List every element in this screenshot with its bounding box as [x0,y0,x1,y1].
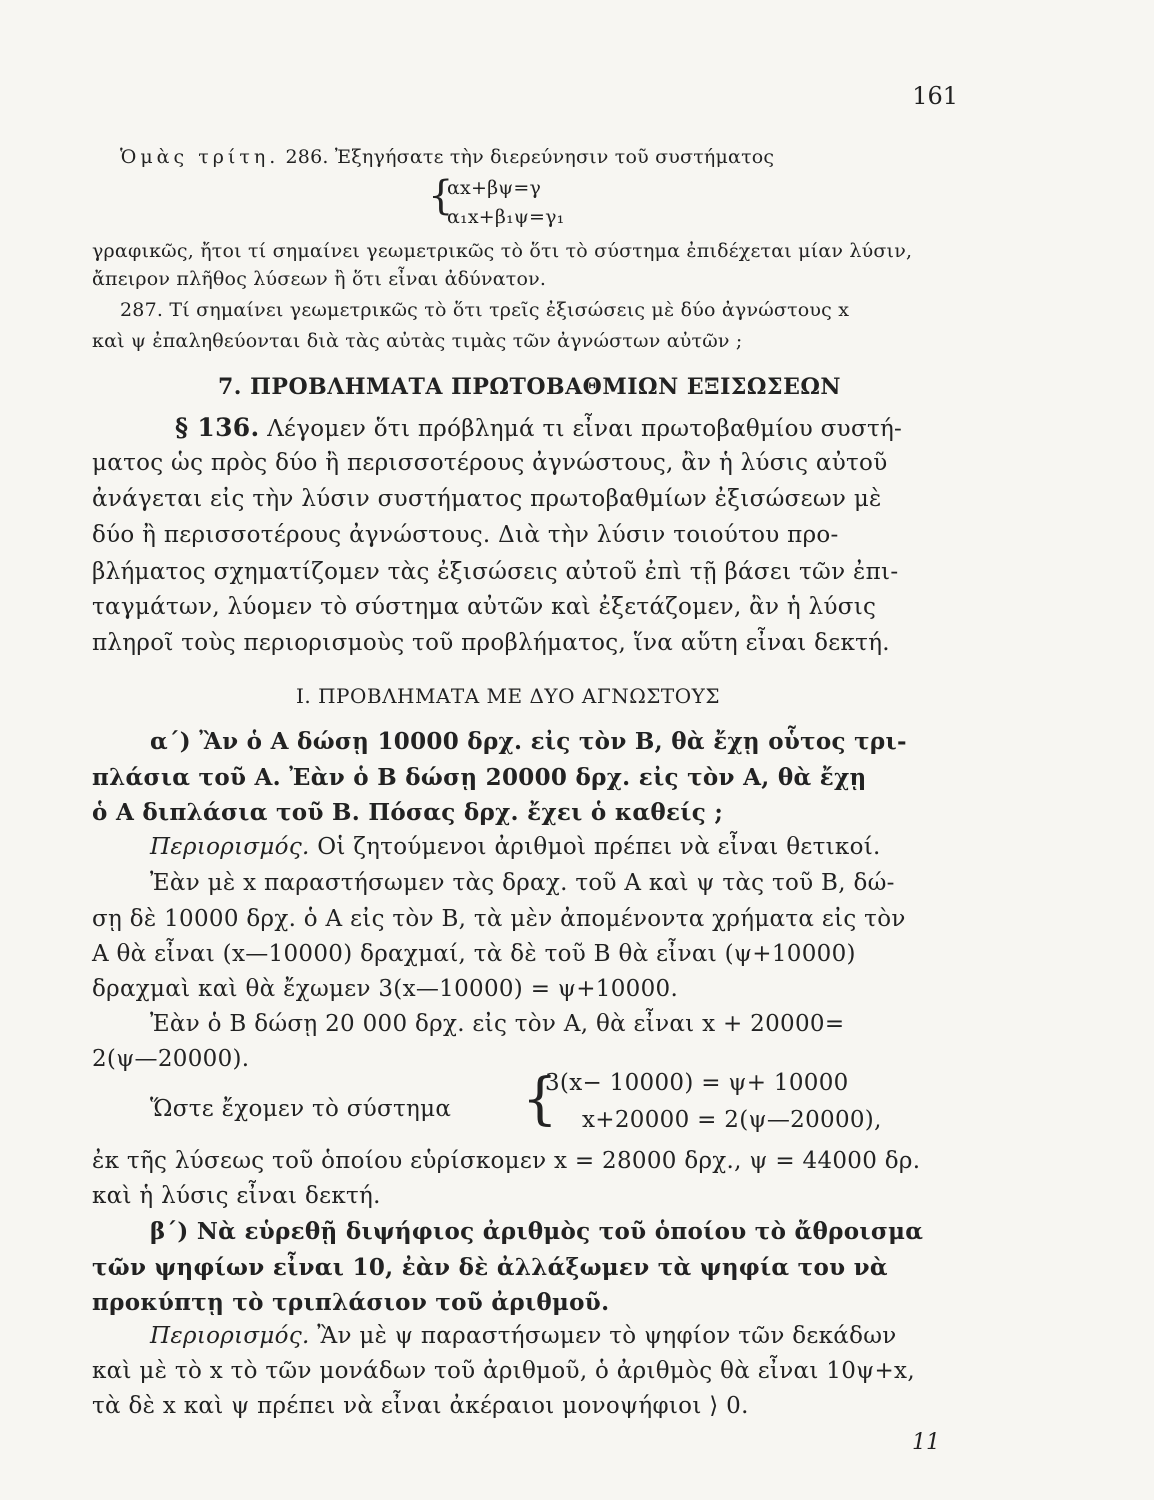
problem-a-solution-line: Α θὰ εἶναι (x—10000) δραχμαί, τὰ δὲ τοῦ Β θὰ εἶναι (ψ+10000) [92,941,856,967]
constraint-label: Περιορισμός. [150,1323,310,1349]
system-equation-a1: 3(x− 10000) = ψ+ 10000 [545,1070,849,1096]
paragraph-136-line [175,413,902,442]
problem-a-result: καὶ ἡ λύσις εἶναι δεκτή. [92,1183,381,1209]
system-intro: Ὥστε ἔχομεν τὸ σύστημα [150,1096,452,1122]
problem-a-line: ὁ Α διπλάσια τοῦ Β. Πόσας δρχ. ἔχει ὁ καθείς ; [92,799,724,826]
system-equation-2: α₁x+β₁ψ=γ₁ [447,206,565,228]
problem-a-result: ἐκ τῆς λύσεως τοῦ ὁποίου εὑρίσκομεν x = 28000 δρχ., ψ = 44000 δρ. [92,1148,921,1174]
problem-a-line: α΄) Ἂν ὁ Α δώσῃ 10000 δρχ. εἰς τὸν Β, θὰ ἔχῃ οὗτος τρι- [150,728,907,755]
problem-b-constraint [150,1323,897,1349]
paragraph-label: § 136. [175,413,260,442]
exercise-286-line: ἄπειρον πλῆθος λύσεων ἢ ὅτι εἶναι ἀδύνατον. [92,268,547,290]
system-brace-2: { [522,1067,558,1132]
paragraph-136-line: ταγμάτων, λύομεν τὸ σύστημα αὐτῶν καὶ ἐξετάζομεν, ἂν ἡ λύσις [92,594,877,620]
group-label: Ὁμὰς τρίτη. [120,146,280,168]
paragraph-136-line: ἀνάγεται εἰς τὴν λύσιν συστήματος πρωτοβαθμίων ἐξισώσεων μὲ [92,486,882,512]
problem-b-text: καὶ μὲ τὸ x τὸ τῶν μονάδων τοῦ ἀριθμοῦ, ὁ ἀριθμὸς θὰ εἶναι 10ψ+x, [92,1358,915,1384]
constraint-label: Περιορισμός. [150,834,310,860]
page-number: 161 [912,82,958,110]
problem-b-line: προκύπτῃ τὸ τριπλάσιον τοῦ ἀριθμοῦ. [92,1289,610,1316]
constraint-text: Οἱ ζητούμενοι ἀριθμοὶ πρέπει νὰ εἶναι θετικοί. [317,834,881,860]
system-equation-a2: x+20000 = 2(ψ—20000), [582,1107,882,1133]
exercise-287-line: 287. Τί σημαίνει γεωμετρικῶς τὸ ὅτι τρεῖς ἐξισώσεις μὲ δύο ἀγνώστους x [120,299,850,321]
paragraph-136-line: ματος ὡς πρὸς δύο ἢ περισσοτέρους ἀγνώστους, ἂν ἡ λύσις αὐτοῦ [92,450,888,476]
exercise-286-text: 286. Ἐξηγήσατε τὴν διερεύνησιν τοῦ συστήματος [285,146,775,168]
paragraph-text: Λέγομεν ὅτι πρόβλημά τι εἶναι πρωτοβαθμίου συστή- [267,416,903,442]
system-equation-1: αx+βψ=γ [447,177,542,199]
problem-a-solution-line: Ἐὰν μὲ x παραστήσωμεν τὰς δραχ. τοῦ Α καὶ ψ τὰς τοῦ Β, δώ- [150,870,895,896]
section-heading: 7. ΠΡΟΒΛΗΜΑΤΑ ΠΡΩΤΟΒΑΘΜΙΩΝ ΕΞΙΣΩΣΕΩΝ [218,374,842,400]
exercise-286 [120,146,774,168]
problem-b-line: β΄) Νὰ εὑρεθῇ διψήφιος ἀριθμὸς τοῦ ὁποίου τὸ ἄθροισμα [150,1218,924,1245]
paragraph-136-line: δύο ἢ περισσοτέρους ἀγνώστους. Διὰ τὴν λύσιν τοιούτου προ- [92,522,839,548]
paragraph-136-line: πληροῖ τοὺς περιορισμοὺς τοῦ προβλήματος, ἵνα αὕτη εἶναι δεκτή. [92,630,890,656]
problem-a-solution-line: δραχμαὶ καὶ θὰ ἔχωμεν 3(x—10000) = ψ+10000. [92,976,679,1002]
paragraph-136-line: βλήματος σχηματίζομεν τὰς ἐξισώσεις αὐτοῦ ἐπὶ τῇ βάσει τῶν ἐπι- [92,559,899,585]
subsection-heading: Ι. ΠΡΟΒΛΗΜΑΤΑ ΜΕ ΔΥΟ ΑΓΝΩΣΤΟΥΣ [296,684,721,708]
constraint-text: Ἂν μὲ ψ παραστήσωμεν τὸ ψηφίον τῶν δεκάδων [317,1323,897,1349]
footer-signature: 11 [912,1430,940,1455]
problem-a-solution-line: σῃ δὲ 10000 δρχ. ὁ Α εἰς τὸν Β, τὰ μὲν ἀπομένοντα χρήματα εἰς τὸν [92,906,906,932]
problem-a-constraint [150,834,881,860]
system-brace: { [428,173,454,219]
problem-a-line: πλάσια τοῦ Α. Ἐὰν ὁ Β δώσῃ 20000 δρχ. εἰς τὸν Α, θὰ ἔχῃ [92,764,867,791]
problem-b-line: τῶν ψηφίων εἶναι 10, ἐὰν δὲ ἀλλάξωμεν τὰ ψηφία του νὰ [92,1254,888,1281]
exercise-286-line: γραφικῶς, ἤτοι τί σημαίνει γεωμετρικῶς τὸ ὅτι τὸ σύστημα ἐπιδέχεται μίαν λύσιν, [92,240,913,262]
problem-a-solution-line: 2(ψ—20000). [92,1046,250,1072]
problem-a-solution-line: Ἐὰν ὁ Β δώσῃ 20 000 δρχ. εἰς τὸν Α, θὰ εἶναι x + 20000= [150,1011,845,1037]
problem-b-text: τὰ δὲ x καὶ ψ πρέπει νὰ εἶναι ἀκέραιοι μονοψήφιοι ⟩ 0. [92,1393,749,1419]
exercise-287-line: καὶ ψ ἐπαληθεύονται διὰ τὰς αὐτὰς τιμὰς τῶν ἀγνώστων αὐτῶν ; [92,330,743,352]
